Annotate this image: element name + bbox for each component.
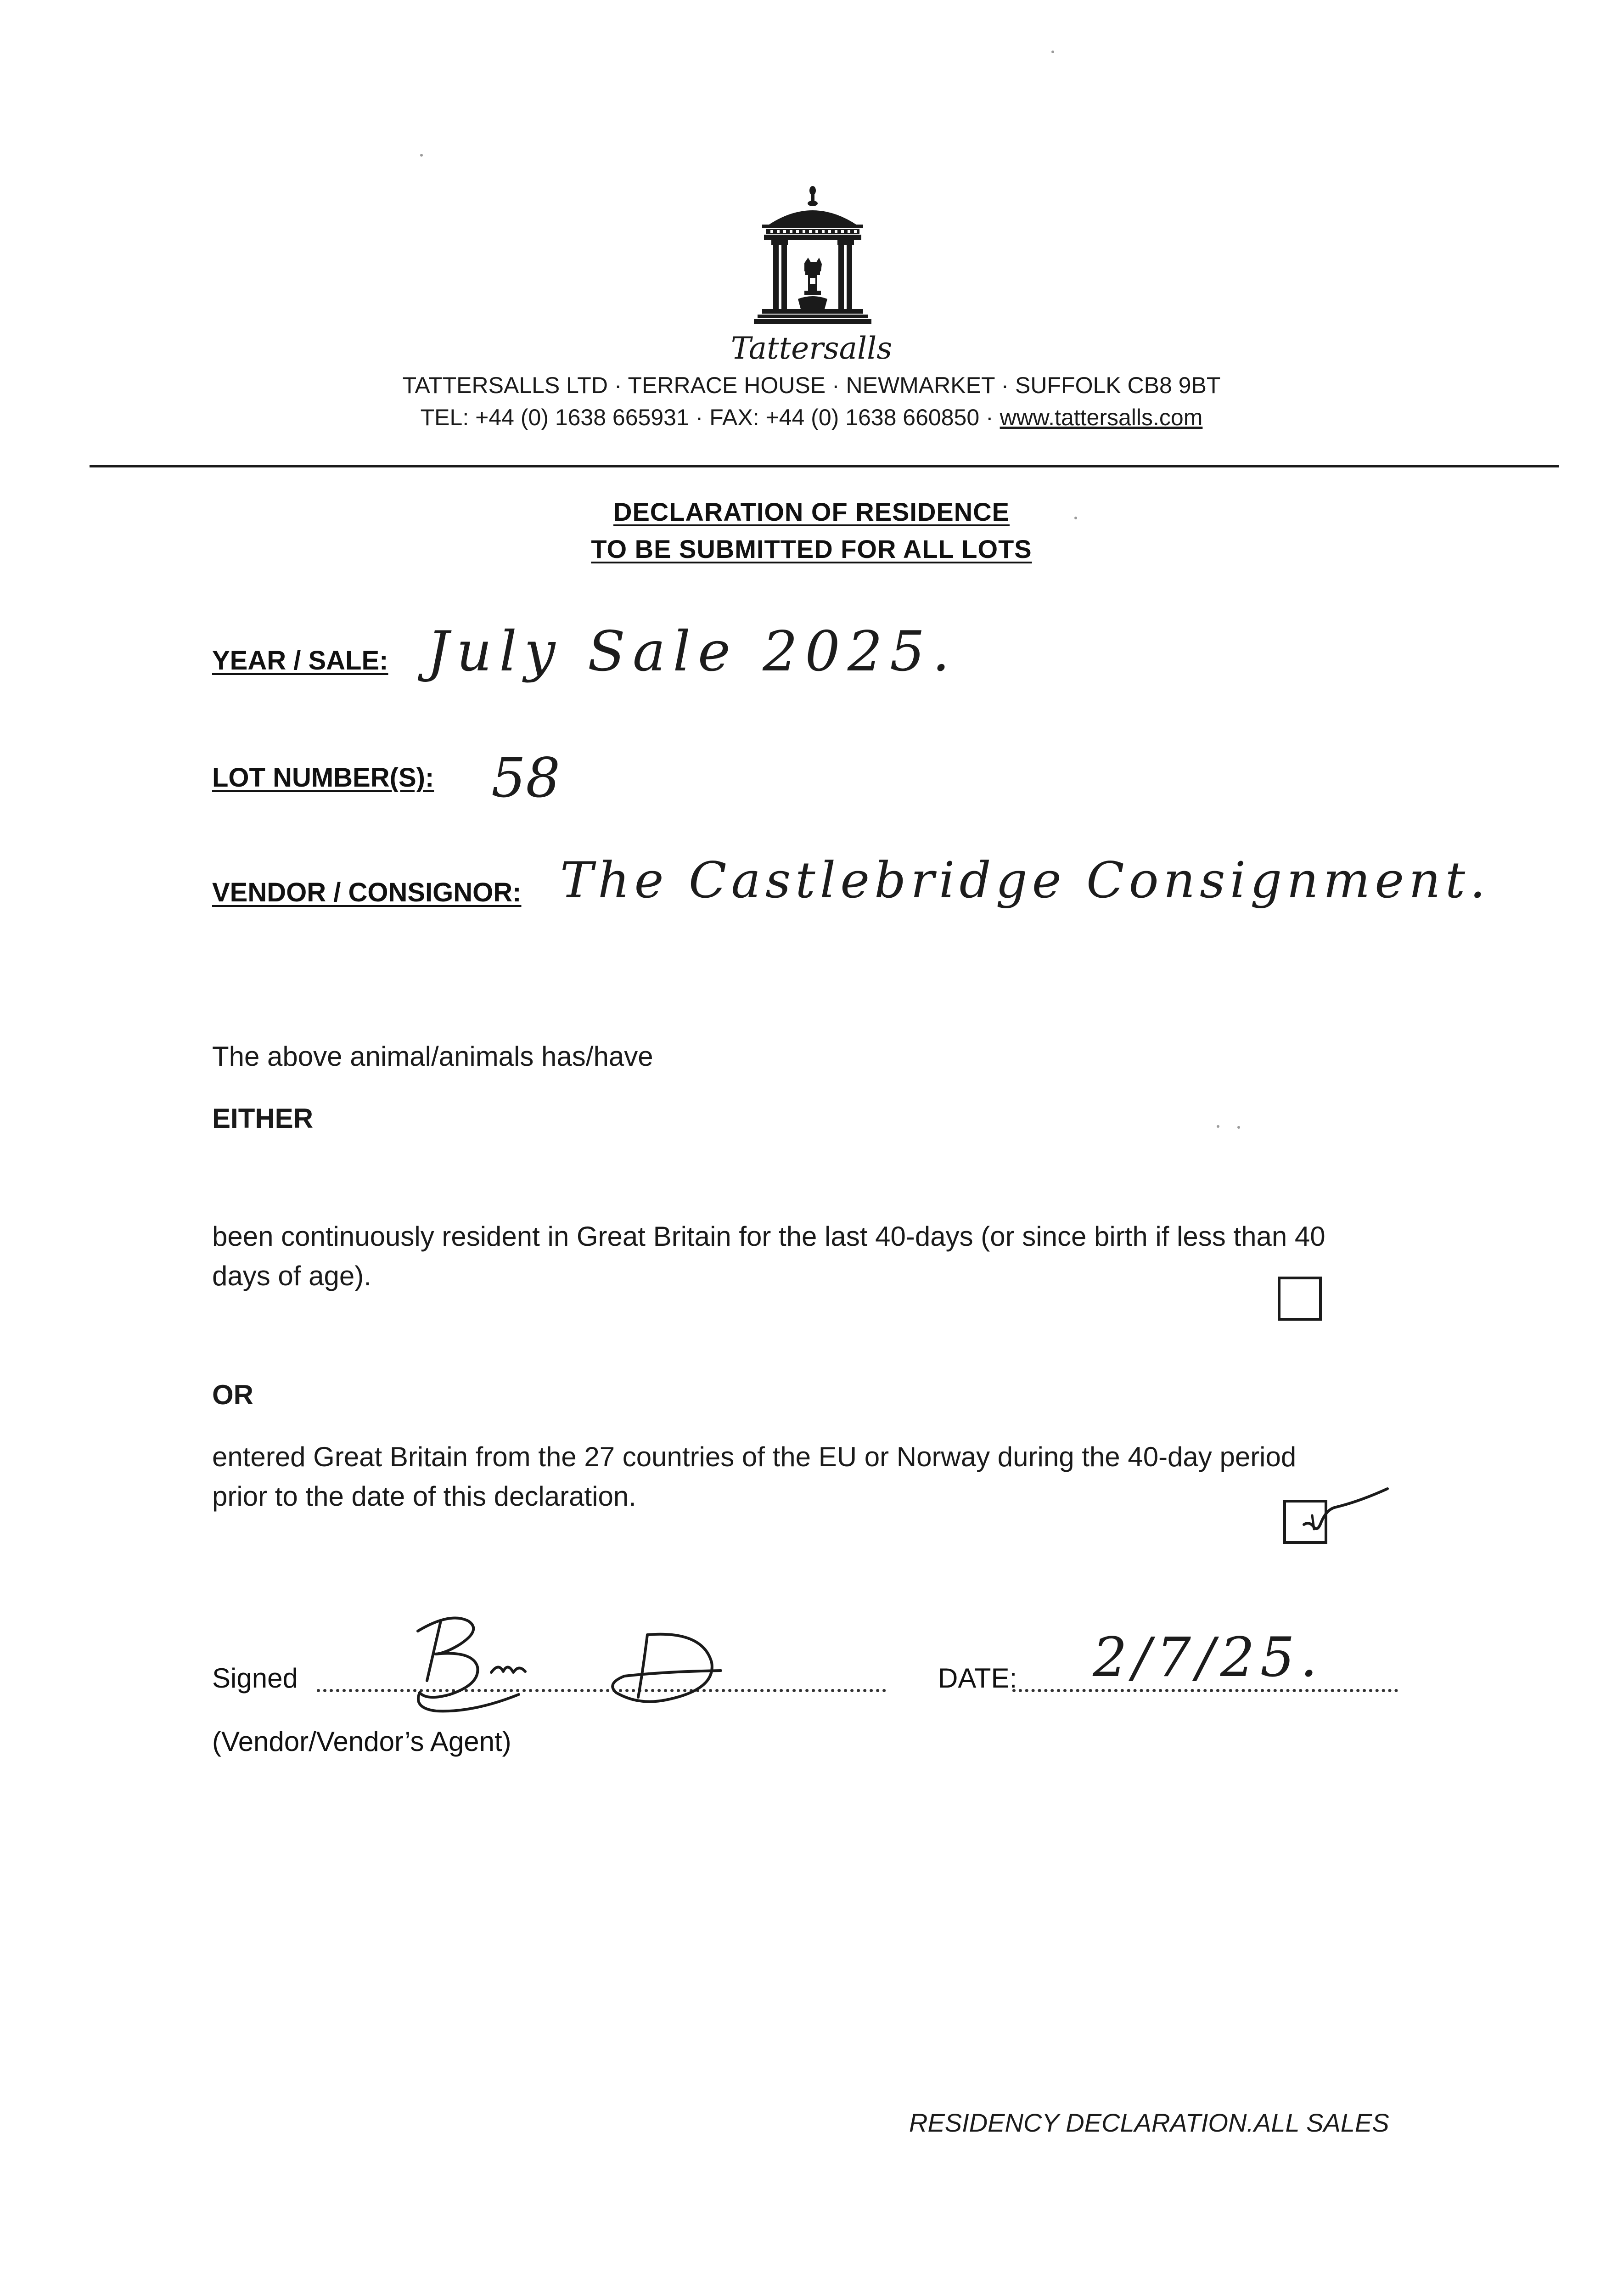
signed-label: Signed xyxy=(212,1663,298,1694)
option-entered-text-cont: prior to the date of this declaration. xyxy=(212,1481,636,1512)
scan-speck xyxy=(1237,1126,1240,1129)
date-line[interactable] xyxy=(1012,1689,1398,1692)
phone-fax: TEL: +44 (0) 1638 665931 · FAX: +44 (0) 1638 660850 · xyxy=(420,405,1000,430)
scan-speck xyxy=(420,154,423,157)
form-subtitle: TO BE SUBMITTED FOR ALL LOTS xyxy=(591,535,1032,563)
signer-role-label: (Vendor/Vendor’s Agent) xyxy=(212,1726,511,1757)
vendor-consignor-value: The Castlebridge Consignment. xyxy=(560,852,1490,909)
either-heading: EITHER xyxy=(212,1103,314,1134)
handwritten-signature xyxy=(409,1603,767,1722)
option-resident-text-cont: days of age). xyxy=(212,1261,371,1291)
resident-checkbox[interactable] xyxy=(1278,1277,1322,1321)
date-value: 2/7/25. xyxy=(1093,1626,1323,1689)
document-footer: RESIDENCY DECLARATION.ALL SALES xyxy=(909,2108,1389,2137)
vendor-consignor-label: VENDOR / CONSIGNOR: xyxy=(212,878,522,907)
contact-details xyxy=(0,404,1623,431)
company-address: TATTERSALLS LTD · TERRACE HOUSE · NEWMARKET · SUFFOLK CB8 9BT xyxy=(402,372,1221,398)
scan-speck xyxy=(1217,1125,1219,1128)
or-heading: OR xyxy=(212,1379,253,1410)
tattersalls-rotunda-logo-icon xyxy=(744,181,882,333)
brand-name: Tattersalls xyxy=(730,331,893,366)
checkmark-icon xyxy=(1286,1483,1391,1552)
scan-speck xyxy=(1074,517,1077,519)
option-resident-text: been continuously resident in Great Britain for the last 40-days (or since birth if less than 40 xyxy=(212,1221,1325,1252)
year-sale-value: July Sale 2025. xyxy=(427,620,957,684)
lot-number-label: LOT NUMBER(S): xyxy=(212,763,434,793)
intro-text: The above animal/animals has/have xyxy=(212,1041,653,1072)
scan-speck xyxy=(1051,51,1054,53)
form-title: DECLARATION OF RESIDENCE xyxy=(613,497,1010,526)
lot-number-value: 58 xyxy=(491,746,561,810)
option-entered-text: entered Great Britain from the 27 countries of the EU or Norway during the 40-day period xyxy=(212,1441,1297,1472)
year-sale-label: YEAR / SALE: xyxy=(212,646,388,675)
header-divider xyxy=(90,465,1559,467)
website-link[interactable]: www.tattersalls.com xyxy=(1000,405,1203,430)
date-label: DATE: xyxy=(938,1663,1017,1694)
